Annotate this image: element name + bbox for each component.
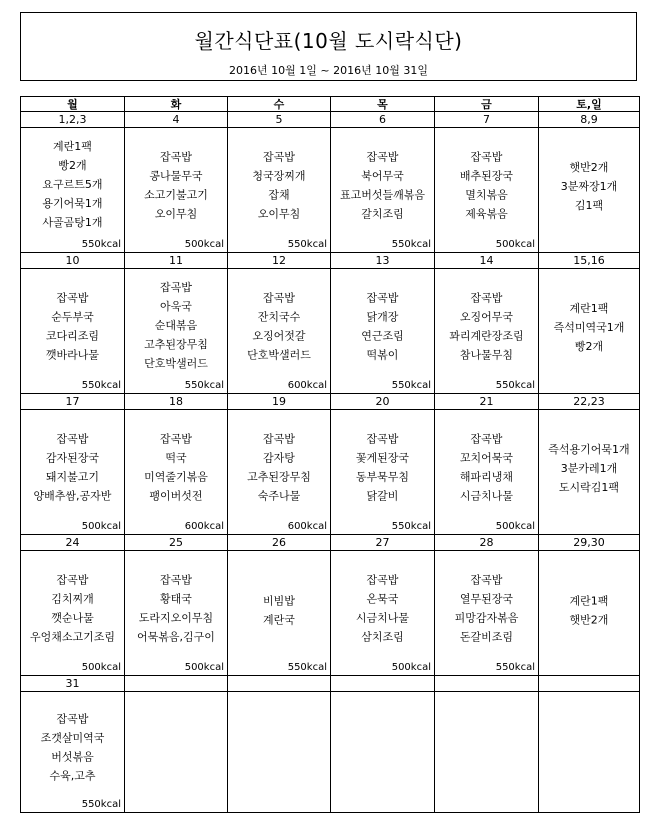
menu-cell	[125, 128, 228, 253]
calorie-label: 500kcal	[184, 662, 224, 673]
date-cell: 11	[125, 253, 228, 269]
page-title: 월간식단표(10월 도시락식단)	[194, 29, 463, 53]
menu-list	[539, 299, 639, 356]
menu-item: 버섯볶음	[51, 750, 94, 764]
date-cell: 14	[435, 253, 539, 269]
menu-item: 해파리냉채	[459, 470, 514, 484]
menu-cell	[539, 410, 640, 535]
menu-item: 떡국	[165, 451, 187, 465]
calorie-label: 500kcal	[495, 521, 535, 532]
date-cell: 4	[125, 112, 228, 128]
menu-item: 김치찌개	[51, 592, 94, 606]
date-cell: 31	[21, 676, 125, 692]
date-cell: 20	[331, 394, 435, 410]
menu-item: 잡곡밥	[56, 432, 89, 446]
date-cell	[125, 676, 228, 692]
weekday-header: 수	[228, 97, 331, 112]
menu-item: 참나물무침	[459, 348, 514, 362]
menu-item: 잡곡밥	[263, 432, 295, 446]
menu-cell	[228, 551, 331, 676]
menu-item: 돈갈비조림	[459, 630, 514, 644]
menu-item: 김1팩	[574, 199, 604, 213]
menu-cell	[125, 551, 228, 676]
menu-list	[228, 288, 330, 364]
menu-row	[21, 692, 640, 813]
date-cell: 15,16	[539, 253, 640, 269]
menu-item: 3분카레1개	[560, 462, 618, 476]
date-cell: 5	[228, 112, 331, 128]
menu-list	[21, 709, 124, 785]
menu-cell	[331, 410, 435, 535]
calorie-label: 600kcal	[184, 521, 224, 532]
menu-item: 고추된장무침	[247, 470, 311, 484]
menu-cell	[331, 551, 435, 676]
menu-item: 피망감자볶음	[454, 611, 519, 625]
menu-item: 계란국	[263, 613, 295, 627]
menu-item: 빵2개	[574, 340, 604, 354]
menu-item: 양배추쌈,공자반	[33, 489, 112, 503]
menu-item: 꽈리계란장조림	[449, 329, 524, 343]
menu-item: 고추된장무침	[144, 337, 208, 351]
menu-item: 단호박샐러드	[144, 356, 208, 370]
menu-cell	[228, 692, 331, 813]
date-row	[21, 253, 640, 269]
menu-item: 갈치조림	[361, 207, 404, 221]
menu-list	[125, 278, 227, 373]
menu-cell	[21, 128, 125, 253]
menu-cell	[228, 410, 331, 535]
calorie-label: 550kcal	[184, 380, 224, 391]
menu-item: 3분짜장1개	[560, 180, 618, 194]
calorie-label: 600kcal	[287, 521, 327, 532]
menu-item: 잡곡밥	[366, 573, 399, 587]
date-cell: 27	[331, 535, 435, 551]
menu-list	[228, 429, 330, 505]
calorie-label: 500kcal	[391, 662, 431, 673]
menu-item: 제육볶음	[465, 207, 508, 221]
menu-item: 시금치나물	[355, 611, 410, 625]
menu-item: 우엉채소고기조림	[29, 630, 115, 644]
menu-item: 잡곡밥	[56, 291, 89, 305]
calorie-label: 500kcal	[81, 521, 121, 532]
menu-item: 용기어묵1개	[42, 196, 103, 210]
menu-cell	[125, 410, 228, 535]
menu-row	[21, 410, 640, 535]
menu-item: 잡곡밥	[366, 291, 399, 305]
menu-item: 꼬치어묵국	[459, 451, 514, 465]
date-cell: 22,23	[539, 394, 640, 410]
menu-list	[331, 429, 434, 505]
menu-row	[21, 269, 640, 394]
menu-item: 북어무국	[361, 169, 404, 183]
menu-item: 미역줄기볶음	[144, 470, 208, 484]
menu-cell	[435, 128, 539, 253]
menu-item: 꽃게된장국	[355, 451, 410, 465]
menu-item: 어묵볶음,김구이	[137, 630, 215, 644]
menu-item: 동부묵무침	[355, 470, 410, 484]
menu-item: 팽이버섯전	[149, 489, 203, 503]
menu-list	[21, 137, 124, 232]
menu-item: 잡채	[268, 188, 290, 202]
header-box	[20, 12, 637, 81]
menu-list	[228, 592, 330, 630]
menu-list	[539, 440, 639, 497]
menu-item: 잡곡밥	[263, 150, 295, 164]
calorie-label: 550kcal	[391, 521, 431, 532]
menu-item: 잡곡밥	[56, 712, 89, 726]
menu-item: 콩나물무국	[149, 169, 203, 183]
weekday-header: 토,일	[539, 97, 640, 112]
date-cell: 21	[435, 394, 539, 410]
menu-item: 닭개장	[366, 310, 399, 324]
date-cell: 17	[21, 394, 125, 410]
date-cell	[331, 676, 435, 692]
menu-item: 깻순나물	[51, 611, 94, 625]
menu-item: 조갯살미역국	[40, 731, 105, 745]
date-row	[21, 112, 640, 128]
menu-item: 오이무침	[154, 207, 198, 221]
weekday-header: 금	[435, 97, 539, 112]
menu-item: 햇반2개	[569, 613, 609, 627]
menu-item: 빵2개	[58, 158, 87, 172]
menu-cell	[435, 269, 539, 394]
date-cell	[228, 676, 331, 692]
menu-cell	[331, 269, 435, 394]
menu-cell	[228, 269, 331, 394]
menu-list	[435, 288, 538, 364]
menu-list	[331, 147, 434, 223]
calorie-label: 550kcal	[81, 380, 121, 391]
menu-cell	[21, 551, 125, 676]
calorie-label: 500kcal	[495, 239, 535, 250]
menu-cell	[435, 551, 539, 676]
menu-calendar-table	[20, 96, 640, 813]
menu-item: 떡볶이	[366, 348, 399, 362]
menu-item: 감자탕	[263, 451, 295, 465]
menu-item: 멸치볶음	[465, 188, 508, 202]
menu-item: 시금치나물	[459, 489, 514, 503]
menu-list	[21, 570, 124, 646]
menu-item: 잡곡밥	[56, 573, 89, 587]
menu-item: 잡곡밥	[160, 150, 192, 164]
menu-cell	[435, 410, 539, 535]
menu-item: 온묵국	[366, 592, 399, 606]
calorie-label: 500kcal	[184, 239, 224, 250]
date-range: 2016년 10월 1일 ~ 2016년 10월 31일	[229, 64, 428, 77]
menu-list	[539, 158, 639, 215]
menu-item: 순두부국	[51, 310, 94, 324]
menu-list	[125, 570, 227, 646]
menu-item: 소고기불고기	[144, 188, 208, 202]
menu-item: 오이무침	[257, 207, 301, 221]
menu-cell	[539, 551, 640, 676]
menu-item: 황태국	[160, 592, 192, 606]
menu-item: 잡곡밥	[263, 291, 295, 305]
menu-item: 열무된장국	[459, 592, 514, 606]
menu-item: 숙주나물	[257, 489, 301, 503]
date-cell: 26	[228, 535, 331, 551]
menu-item: 단호박샐러드	[247, 348, 311, 362]
weekday-header: 월	[21, 97, 125, 112]
menu-item: 잡곡밥	[470, 432, 503, 446]
menu-list	[228, 147, 330, 223]
calorie-label: 600kcal	[287, 380, 327, 391]
calorie-label: 550kcal	[81, 799, 121, 810]
menu-item: 요구르트5개	[42, 177, 103, 191]
menu-cell	[331, 692, 435, 813]
menu-item: 잡곡밥	[470, 573, 503, 587]
menu-item: 표고버섯들깨볶음	[339, 188, 425, 202]
menu-item: 잔치국수	[257, 310, 301, 324]
menu-item: 오징어무국	[459, 310, 514, 324]
date-cell: 7	[435, 112, 539, 128]
calorie-label: 500kcal	[81, 662, 121, 673]
menu-item: 수육,고추	[49, 769, 96, 783]
menu-list	[539, 592, 639, 630]
menu-cell	[21, 269, 125, 394]
menu-row	[21, 551, 640, 676]
calorie-label: 550kcal	[81, 239, 121, 250]
menu-list	[435, 570, 538, 646]
menu-item: 잡곡밥	[366, 150, 399, 164]
menu-item: 햇반2개	[569, 161, 609, 175]
menu-list	[125, 147, 227, 223]
menu-item: 잡곡밥	[160, 573, 192, 587]
menu-item: 깻바라나물	[45, 348, 100, 362]
date-cell: 18	[125, 394, 228, 410]
menu-item: 사골곰탕1개	[42, 215, 103, 229]
menu-item: 비빔밥	[263, 594, 295, 608]
menu-item: 도라지오이무침	[138, 611, 214, 625]
calorie-label: 550kcal	[495, 662, 535, 673]
date-cell: 25	[125, 535, 228, 551]
menu-list	[21, 288, 124, 364]
date-cell: 28	[435, 535, 539, 551]
menu-list	[331, 570, 434, 646]
menu-item: 청국장찌개	[252, 169, 306, 183]
date-cell: 10	[21, 253, 125, 269]
weekday-header: 목	[331, 97, 435, 112]
date-cell: 1,2,3	[21, 112, 125, 128]
menu-item: 삼치조림	[361, 630, 404, 644]
calorie-label: 550kcal	[391, 239, 431, 250]
menu-item: 잡곡밥	[470, 150, 503, 164]
date-row	[21, 535, 640, 551]
calorie-label: 550kcal	[287, 239, 327, 250]
menu-item: 순대볶음	[154, 318, 198, 332]
calorie-label: 550kcal	[287, 662, 327, 673]
menu-row	[21, 128, 640, 253]
date-cell: 24	[21, 535, 125, 551]
menu-cell	[21, 410, 125, 535]
calorie-label: 550kcal	[495, 380, 535, 391]
menu-cell	[125, 692, 228, 813]
menu-item: 계란1팩	[569, 302, 609, 316]
menu-cell	[228, 128, 331, 253]
date-cell: 13	[331, 253, 435, 269]
menu-cell	[331, 128, 435, 253]
menu-item: 연근조림	[361, 329, 404, 343]
menu-list	[435, 147, 538, 223]
date-cell	[539, 676, 640, 692]
menu-item: 오징어젓갈	[252, 329, 306, 343]
date-cell: 19	[228, 394, 331, 410]
menu-list	[125, 429, 227, 505]
menu-cell	[21, 692, 125, 813]
date-cell: 8,9	[539, 112, 640, 128]
date-row	[21, 676, 640, 692]
menu-item: 잡곡밥	[160, 280, 192, 294]
calorie-label: 550kcal	[391, 380, 431, 391]
menu-item: 계란1팩	[53, 139, 92, 153]
weekday-header: 화	[125, 97, 228, 112]
menu-cell	[539, 128, 640, 253]
menu-cell	[435, 692, 539, 813]
menu-item: 돼지불고기	[45, 470, 100, 484]
date-row	[21, 394, 640, 410]
menu-list	[331, 288, 434, 364]
date-cell	[435, 676, 539, 692]
menu-item: 아욱국	[160, 299, 192, 313]
menu-item: 배추된장국	[459, 169, 514, 183]
weekday-header-row	[21, 97, 640, 112]
menu-list	[435, 429, 538, 505]
date-cell: 6	[331, 112, 435, 128]
menu-list	[21, 429, 124, 505]
menu-item: 즉석미역국1개	[553, 321, 625, 335]
date-cell: 12	[228, 253, 331, 269]
menu-item: 닭갈비	[366, 489, 399, 503]
menu-cell	[539, 692, 640, 813]
menu-item: 코다리조림	[45, 329, 100, 343]
menu-item: 감자된장국	[45, 451, 100, 465]
menu-item: 잡곡밥	[470, 291, 503, 305]
menu-item: 계란1팩	[569, 594, 609, 608]
menu-item: 잡곡밥	[160, 432, 192, 446]
menu-item: 도시락김1팩	[558, 481, 620, 495]
menu-cell	[539, 269, 640, 394]
date-cell: 29,30	[539, 535, 640, 551]
menu-cell	[125, 269, 228, 394]
menu-item: 잡곡밥	[366, 432, 399, 446]
menu-item: 즉석용기어묵1개	[548, 443, 630, 457]
